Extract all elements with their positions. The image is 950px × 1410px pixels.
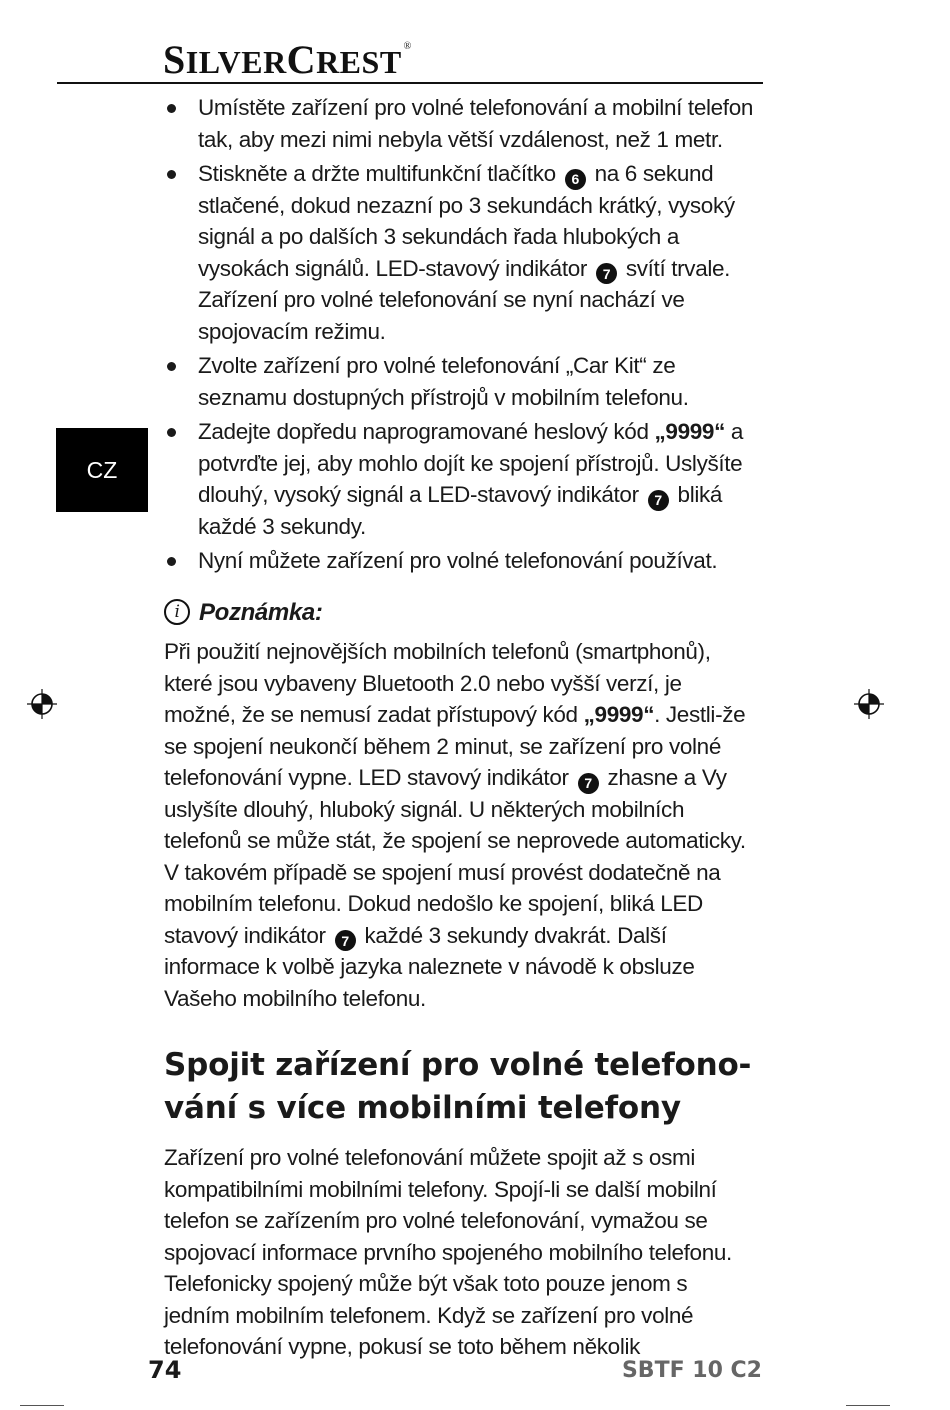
page-content [164, 92, 754, 1363]
button-number-badge: 6 [565, 169, 586, 190]
led-number-badge: 7 [335, 930, 356, 951]
instruction-list [164, 92, 754, 577]
language-tab-label: CZ [86, 456, 118, 483]
note-heading: i Poznámka: [164, 597, 754, 629]
brand-logo: SILVERCREST ® [163, 37, 412, 82]
pin-code: „9999“ [654, 419, 725, 444]
section-title: Spojit zařízení pro volné telefonování s více mobilními telefony [164, 1047, 752, 1126]
registration-mark-icon [27, 689, 57, 719]
model-number: SBTF 10 C2 [621, 1358, 762, 1383]
note-text: Při použití nejnovějších mobilních telefonů (smartphonů), které jsou vybaveny Bluetooth 2.0 nebo vyšší verzí, je možné, že se nemusí zadat přístupový kód „9999“. Jestli-že se spojení neukončí během 2 minut, se zařízení pro volné telefonování vypne. LED stavový indikátor 7 zhasne a Vy uslyšíte dlouhý, hluboký signál. U některých mobilních telefonů se může stát, že spojení se neprovede automaticky. V takovém případě se spojení musí provést dodatečně na mobilním telefonu. Dokud nedošlo ke spojení, bliká LED stavový indikátor 7 každé 3 sekundy dvakrát. Další informace k volbě jazyka naleznete v návodě k obsluze Vašeho mobilního telefonu. [164, 639, 746, 1011]
list-item: Stiskněte a držte multifunkční tlačítko 6 na 6 sekund stlačené, dokud nezazní po 3 sekundách krátký, vysoký signál a po dalších 3 sekundách řada hlubokých a vysokách signálů. LED-stavový indikátor 7 svítí trvale. Zařízení pro volné telefonování se nyní nachází ve spojovacím režimu. [164, 158, 754, 347]
language-tab [56, 428, 148, 512]
led-number-badge: 7 [578, 773, 599, 794]
section-body: Zařízení pro volné telefonování můžete spojit až s osmi kompatibilními mobilními telefony. Spojí-li se další mobilní telefon se zařízením pro volné telefonování, vymažou se spojovací informace prvního spojeného mobilního telefonu. Telefonicky spojený může být však toto pouze jenom s jedním mobilním telefonem. Když se zařízení pro volné telefonování vypne, pokusí se toto během několik [164, 1145, 732, 1359]
info-icon: i [164, 599, 190, 625]
led-number-badge: 7 [596, 263, 617, 284]
crop-mark [846, 1405, 890, 1406]
list-item: Zvolte zařízení pro volné telefonování „Car Kit“ ze seznamu dostupných přístrojů v mobilním telefonu. [164, 350, 754, 413]
header-rule [57, 82, 763, 84]
pin-code: „9999“ [583, 702, 655, 727]
page-number: 74 [148, 1356, 182, 1384]
registration-mark-icon [854, 689, 884, 719]
list-item: Nyní můžete zařízení pro volné telefonování používat. [164, 545, 754, 577]
list-item: Zadejte dopředu naprogramované heslový kód „9999“ a potvrďte jej, aby mohlo dojít ke spojení přístrojů. Uslyšíte dlouhý, vysoký signál a LED-stavový indikátor 7 bliká každé 3 sekundy. [164, 416, 754, 542]
led-number-badge: 7 [648, 490, 669, 511]
list-item: Umístěte zařízení pro volné telefonování a mobilní telefon tak, aby mezi nimi nebyla větší vzdálenost, než 1 metr. [164, 92, 754, 155]
crop-mark [20, 1405, 64, 1406]
